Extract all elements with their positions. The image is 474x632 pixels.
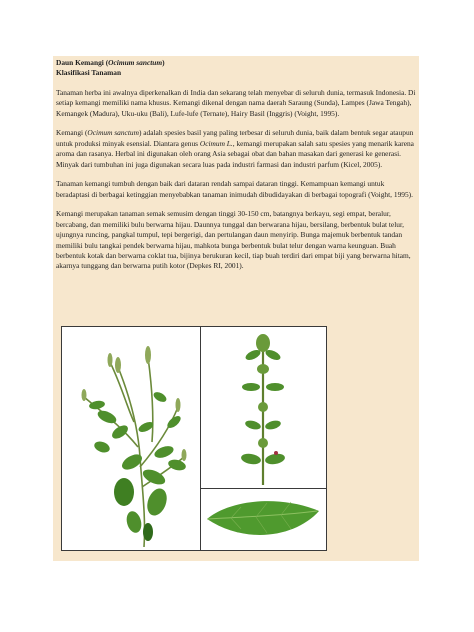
p2-species: Ocimum sanctum (87, 128, 139, 138)
basil-figure (61, 326, 327, 551)
basil-stem-illustration (201, 327, 326, 488)
document-heading (56, 58, 416, 79)
paragraph-3: Tanaman kemangi tumbuh dengan baik dari dataran rendah sampai dataran tinggi. Kemampuan kemangi untuk beradaptasi di berbagai ketinggian menyebabkan tanaman inimudah dibudidayakan di berbagai topografi (Voight, 1995). (56, 179, 413, 199)
paragraph-1: Tanaman herba ini awalnya diperkenalkan di India dan sekarang telah menyebar di seluruh dunia, termasuk Indonesia. Di setiap kemangi memiliki nama khusus. Kemangi dikenal dengan nama daerah Saraung (Sunda), Lampes (Jawa Tengah), Kemangek (Madura), Uku-uku (Bali), Lufe-lufe (Ternate), Hairy Basil (Inggris) (Voight, 1995). (56, 87, 416, 118)
p2-part-b: ) adalah spesies basil yang paling terbesar di seluruh dunia, baik dalam bentuk segar ataupun untuk produksi minyak esensial. Diantara genus (56, 128, 414, 148)
paragraph-4: Kemangi merupakan tanaman semak semusim dengan tinggi 30-150 cm, batangnya berkayu, segi empat, beralur, bercabang, dan memiliki bulu berwarna hijau. Daunnya tunggal dan berwarana hijau, bersilang, berbentuk bulat telur, ujungnya runcing, pangkal tumpul, tepi bergerigi, dan pertulangan daun menyirip. Bunga majemuk berbentuk tandan memiliki bulu tangkai pendek berwarna hijau, mahkota bunga berbentuk bulat telur dengan warna keunguan. Buah berbentuk kotak dan berwarna coklat tua, bijinya berukuran kecil, tiap buah terdiri dari empat biji yang berwarna hitam, akarnya tunggang dan berwarna putih kotor (Depkes RI, 2001). (56, 209, 411, 271)
document-text (56, 58, 416, 281)
basil-plant-illustration (62, 327, 200, 550)
p2-part-a: Kemangi ( (56, 128, 88, 138)
paragraph-2 (56, 128, 416, 170)
p2-part-c: , kemangi merupakan salah satu spesies yang menarik karena aroma dan rasanya. Herbal ini digunakan oleh orang Asia sebagai obat dan bahan masakan dari generasi ke generasi. Minyak dari tumbuhan ini juga digunakan secara luas pada industri farmasi dan industri parfum (Kicel, 2005). (56, 138, 414, 169)
title-prefix: Daun Kemangi ( (56, 58, 109, 67)
title-species: Ocimum sanctum (108, 58, 163, 67)
p2-genus: Ocimum L. (199, 138, 233, 148)
section-subtitle: Klasifikasi Tanaman (56, 68, 122, 78)
document-page (53, 56, 419, 561)
basil-leaf-illustration (201, 489, 326, 550)
title-suffix: ) (162, 58, 165, 67)
